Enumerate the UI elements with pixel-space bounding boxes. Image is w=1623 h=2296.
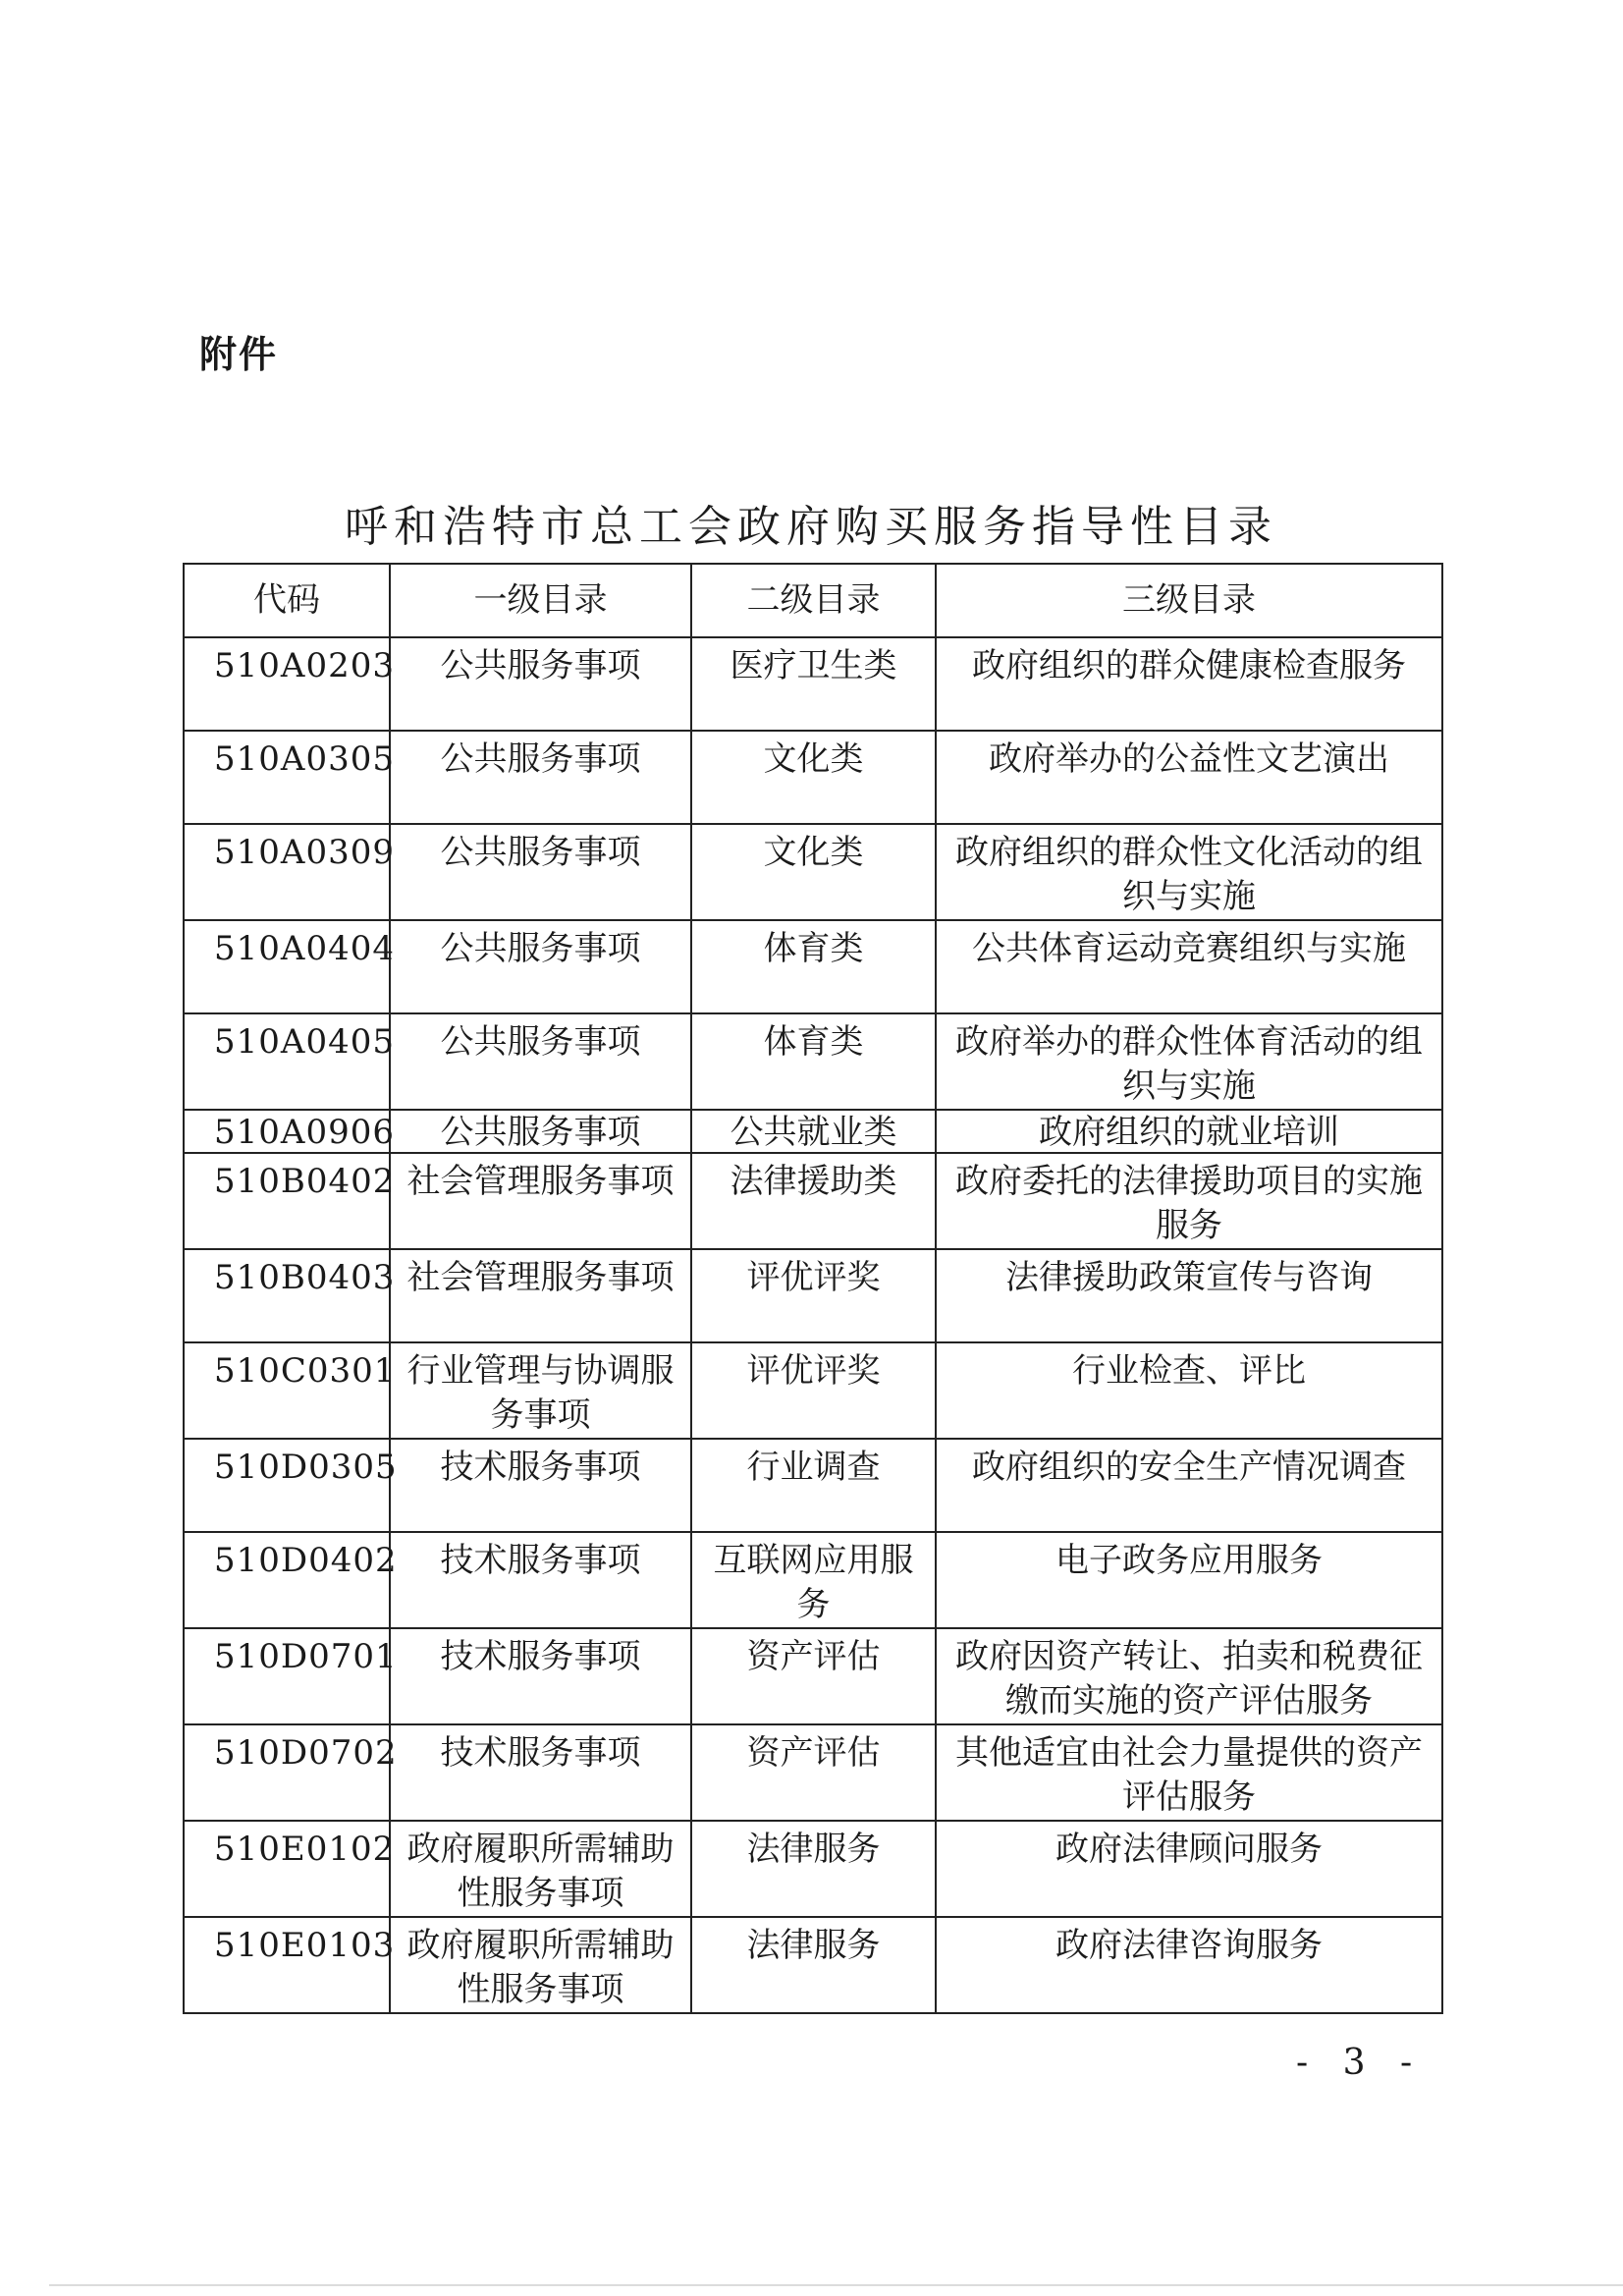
table-row xyxy=(184,1110,1442,1153)
cell-level1: 公共服务事项 xyxy=(390,920,691,1013)
table-row xyxy=(184,1917,1442,2013)
cell-level1: 政府履职所需辅助性服务事项 xyxy=(390,1917,691,2013)
cell-code: 510A0906 xyxy=(184,1110,390,1153)
page-number: - 3 - xyxy=(1296,2043,1425,2083)
cell-level3: 政府法律咨询服务 xyxy=(936,1917,1442,2013)
cell-level2: 文化类 xyxy=(691,824,936,920)
cell-level1: 公共服务事项 xyxy=(390,637,691,731)
table-row xyxy=(184,1628,1442,1724)
cell-code: 510B0402 xyxy=(184,1153,390,1249)
header-level2: 二级目录 xyxy=(691,564,936,637)
cell-level1: 社会管理服务事项 xyxy=(390,1153,691,1249)
table-row xyxy=(184,1342,1442,1439)
cell-level3: 行业检查、评比 xyxy=(936,1342,1442,1439)
table-row xyxy=(184,824,1442,920)
document-title: 呼和浩特市总工会政府购买服务指导性目录 xyxy=(345,502,1277,552)
cell-level3: 政府举办的公益性文艺演出 xyxy=(936,731,1442,824)
table-row xyxy=(184,1013,1442,1110)
cell-level3: 政府组织的安全生产情况调查 xyxy=(936,1439,1442,1532)
cell-level2: 医疗卫生类 xyxy=(691,637,936,731)
table-row xyxy=(184,1532,1442,1628)
cell-level3: 公共体育运动竞赛组织与实施 xyxy=(936,920,1442,1013)
cell-level1: 公共服务事项 xyxy=(390,824,691,920)
header-level1: 一级目录 xyxy=(390,564,691,637)
cell-code: 510A0309 xyxy=(184,824,390,920)
cell-level2: 资产评估 xyxy=(691,1724,936,1821)
cell-level3: 政府委托的法律援助项目的实施服务 xyxy=(936,1153,1442,1249)
cell-level2: 法律援助类 xyxy=(691,1153,936,1249)
cell-level3: 法律援助政策宣传与咨询 xyxy=(936,1249,1442,1342)
cell-level3: 政府因资产转让、拍卖和税费征缴而实施的资产评估服务 xyxy=(936,1628,1442,1724)
cell-level2: 法律服务 xyxy=(691,1917,936,2013)
table-row xyxy=(184,1153,1442,1249)
cell-level1: 行业管理与协调服务事项 xyxy=(390,1342,691,1439)
cell-level3: 其他适宜由社会力量提供的资产评估服务 xyxy=(936,1724,1442,1821)
cell-code: 510A0404 xyxy=(184,920,390,1013)
cell-level3: 政府组织的群众性文化活动的组织与实施 xyxy=(936,824,1442,920)
cell-level2: 资产评估 xyxy=(691,1628,936,1724)
cell-level2: 体育类 xyxy=(691,920,936,1013)
cell-level2: 文化类 xyxy=(691,731,936,824)
cell-level1: 公共服务事项 xyxy=(390,731,691,824)
cell-code: 510A0405 xyxy=(184,1013,390,1110)
cell-code: 510E0102 xyxy=(184,1821,390,1917)
cell-level2: 行业调查 xyxy=(691,1439,936,1532)
cell-level2: 评优评奖 xyxy=(691,1342,936,1439)
cell-code: 510D0305 xyxy=(184,1439,390,1532)
table-row xyxy=(184,1249,1442,1342)
cell-level3: 政府法律顾问服务 xyxy=(936,1821,1442,1917)
cell-level1: 技术服务事项 xyxy=(390,1724,691,1821)
cell-level1: 政府履职所需辅助性服务事项 xyxy=(390,1821,691,1917)
cell-code: 510B0403 xyxy=(184,1249,390,1342)
table-row xyxy=(184,1821,1442,1917)
service-catalog-table xyxy=(183,563,1443,2014)
cell-code: 510A0203 xyxy=(184,637,390,731)
cell-code: 510D0701 xyxy=(184,1628,390,1724)
cell-level2: 公共就业类 xyxy=(691,1110,936,1153)
cell-level2: 评优评奖 xyxy=(691,1249,936,1342)
cell-level3: 电子政务应用服务 xyxy=(936,1532,1442,1628)
cell-level2: 体育类 xyxy=(691,1013,936,1110)
cell-level3: 政府组织的群众健康检查服务 xyxy=(936,637,1442,731)
table-row xyxy=(184,1724,1442,1821)
cell-level1: 技术服务事项 xyxy=(390,1628,691,1724)
cell-level2: 互联网应用服务 xyxy=(691,1532,936,1628)
cell-level1: 公共服务事项 xyxy=(390,1013,691,1110)
header-level3: 三级目录 xyxy=(936,564,1442,637)
cell-level1: 技术服务事项 xyxy=(390,1532,691,1628)
cell-level1: 社会管理服务事项 xyxy=(390,1249,691,1342)
cell-code: 510D0402 xyxy=(184,1532,390,1628)
table-header-row xyxy=(184,564,1442,637)
table-row xyxy=(184,920,1442,1013)
cell-level1: 技术服务事项 xyxy=(390,1439,691,1532)
table-row xyxy=(184,637,1442,731)
cell-code: 510D0702 xyxy=(184,1724,390,1821)
cell-code: 510C0301 xyxy=(184,1342,390,1439)
cell-level3: 政府组织的就业培训 xyxy=(936,1110,1442,1153)
cell-level1: 公共服务事项 xyxy=(390,1110,691,1153)
cell-code: 510E0103 xyxy=(184,1917,390,2013)
header-code: 代码 xyxy=(184,564,390,637)
cell-level2: 法律服务 xyxy=(691,1821,936,1917)
table-row xyxy=(184,731,1442,824)
cell-level3: 政府举办的群众性体育活动的组织与实施 xyxy=(936,1013,1442,1110)
cell-code: 510A0305 xyxy=(184,731,390,824)
table-row xyxy=(184,1439,1442,1532)
bottom-divider xyxy=(49,2284,1623,2286)
attachment-label: 附件 xyxy=(199,333,279,376)
